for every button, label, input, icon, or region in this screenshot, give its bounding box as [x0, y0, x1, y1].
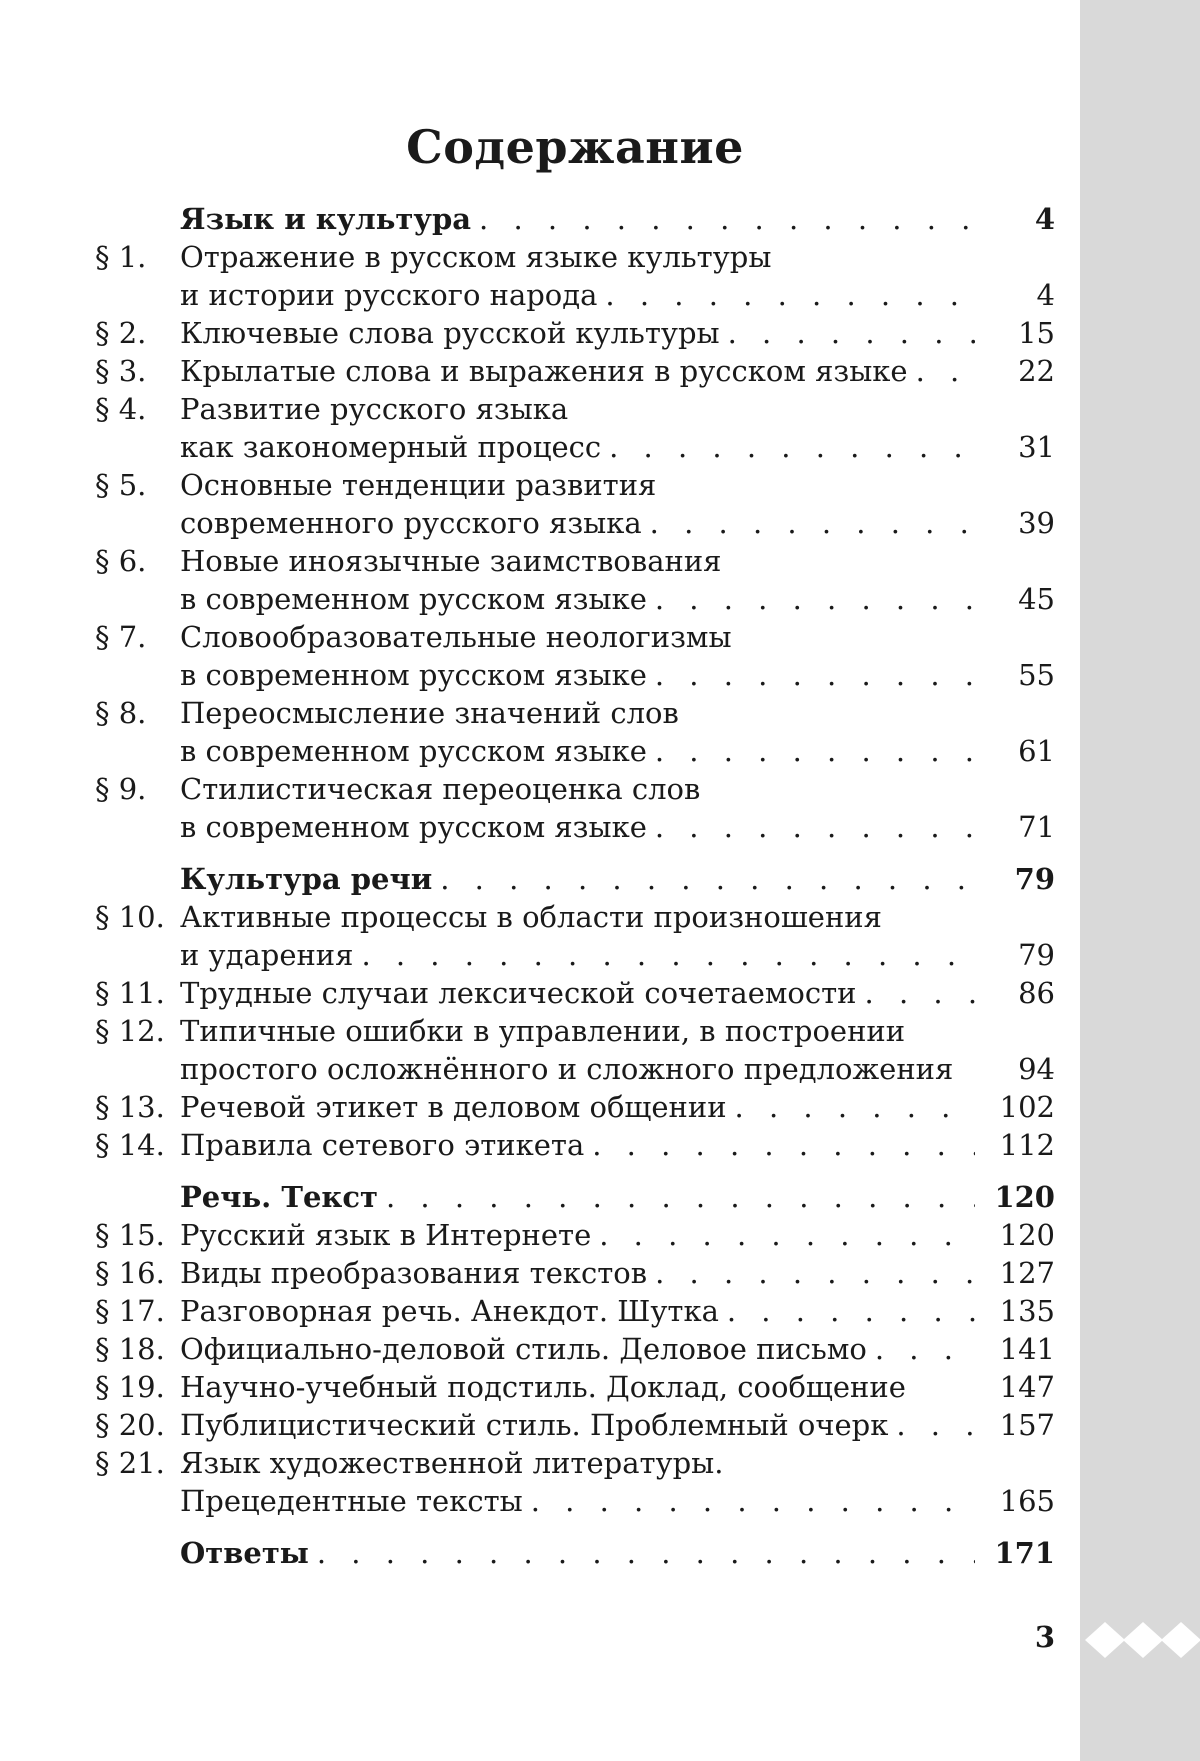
toc-item-line: [95, 276, 1055, 314]
toc-item-title: Официально-деловой стиль. Деловое письмо: [180, 1332, 867, 1366]
toc-item-number: § 20.: [95, 1408, 165, 1442]
toc-item-body: [180, 898, 985, 936]
toc-leader-dots: [605, 276, 975, 314]
toc-page-number: 55: [1018, 658, 1055, 692]
toc-leader-dots: [865, 974, 975, 1012]
toc-item-body: [180, 1126, 985, 1164]
toc-page-number: 127: [999, 1256, 1055, 1290]
toc-section-title: Культура речи: [180, 862, 433, 896]
toc-leader-dots: [727, 1292, 975, 1330]
toc-leader-dots: [875, 1330, 975, 1368]
toc-item-number: § 11.: [95, 976, 165, 1010]
toc-item-title: Крылатые слова и выражения в русском языке: [180, 354, 908, 388]
toc-page-number: 45: [1018, 582, 1055, 616]
toc-item-body: [180, 1368, 985, 1406]
toc-item-title: в современном русском языке: [180, 658, 647, 692]
toc-item-line: [95, 694, 1055, 732]
toc-item-body: [180, 936, 985, 974]
toc-item-body: [180, 1482, 985, 1520]
toc-page-number: 15: [1018, 316, 1055, 350]
toc-item-line: [95, 580, 1055, 618]
toc-item-line: [95, 808, 1055, 846]
toc-leader-dots: [531, 1482, 975, 1520]
toc-leader-dots: [386, 1178, 975, 1216]
toc-item-title: Правила сетевого этикета: [180, 1128, 585, 1162]
toc-page-number: 31: [1018, 430, 1055, 464]
toc-item-body: [180, 974, 985, 1012]
toc-item-title: Развитие русского языка: [180, 392, 569, 426]
toc-item-body: [180, 1012, 985, 1050]
toc-item-line: [95, 1368, 1055, 1406]
toc-leader-dots: [361, 936, 975, 974]
toc-leader-dots: [317, 1534, 975, 1572]
toc-item-line: [95, 390, 1055, 428]
toc-item-title: Разговорная речь. Анекдот. Шутка: [180, 1294, 719, 1328]
toc-page-number: 39: [1018, 506, 1055, 540]
toc-page-number: 135: [999, 1294, 1055, 1328]
toc-item-title: Речевой этикет в деловом общении: [180, 1090, 727, 1124]
toc-item-line: [95, 1444, 1055, 1482]
toc-item-number: § 17.: [95, 1294, 165, 1328]
toc-item-title: Новые иноязычные заимствования: [180, 544, 722, 578]
toc-item-title: Стилистическая переоценка слов: [180, 772, 701, 806]
toc-item-number: § 1.: [95, 240, 147, 274]
toc-page-number: 102: [999, 1090, 1055, 1124]
toc-item-line: [95, 974, 1055, 1012]
toc-page-number: 79: [1018, 938, 1055, 972]
toc-item-line: [95, 466, 1055, 504]
table-of-contents: [95, 200, 1055, 1572]
toc-item-title: и ударения: [180, 938, 354, 972]
toc-item-line: [95, 1126, 1055, 1164]
toc-leader-dots: [655, 580, 975, 618]
toc-section-body: [180, 200, 985, 238]
toc-item-body: [180, 428, 985, 466]
toc-item-body: [180, 390, 985, 428]
toc-page-number: 165: [999, 1484, 1055, 1518]
toc-item-title: Словообразовательные неологизмы: [180, 620, 732, 654]
chevron-pattern-icon: [1080, 1590, 1200, 1690]
toc-page-number: 120: [994, 1180, 1055, 1214]
toc-item-title: Русский язык в Интернете: [180, 1218, 592, 1252]
toc-item-line: [95, 1216, 1055, 1254]
toc-page-number: 4: [1036, 278, 1055, 312]
toc-leader-dots: [440, 860, 975, 898]
toc-item-body: [180, 656, 985, 694]
toc-leader-dots: [655, 1254, 975, 1292]
toc-item-body: [180, 770, 985, 808]
toc-section-heading: [95, 200, 1055, 238]
toc-item-line: [95, 1050, 1055, 1088]
toc-item-body: [180, 1088, 985, 1126]
side-margin-strip: [1080, 0, 1200, 1761]
toc-item-title: Ключевые слова русской культуры: [180, 316, 720, 350]
toc-item-number: § 14.: [95, 1128, 165, 1162]
toc-page-number: 22: [1018, 354, 1055, 388]
toc-item-title: Активные процессы в области произношения: [180, 900, 882, 934]
page-title: Содержание: [406, 120, 744, 174]
toc-item-body: [180, 1444, 985, 1482]
toc-page-number: 86: [1018, 976, 1055, 1010]
toc-item-body: [180, 1254, 985, 1292]
toc-item-number: § 18.: [95, 1332, 165, 1366]
toc-item-number: § 4.: [95, 392, 147, 426]
toc-item-number: § 16.: [95, 1256, 165, 1290]
toc-section-title: Ответы: [180, 1536, 309, 1570]
toc-leader-dots: [735, 1088, 975, 1126]
toc-section-body: [180, 1534, 985, 1572]
toc-leader-dots: [479, 200, 975, 238]
toc-item-line: [95, 618, 1055, 656]
toc-leader-dots: [599, 1216, 975, 1254]
toc-page-number: 71: [1018, 810, 1055, 844]
toc-item-line: [95, 1292, 1055, 1330]
toc-item-body: [180, 276, 985, 314]
toc-leader-dots: [650, 504, 975, 542]
toc-leader-dots: [655, 656, 975, 694]
toc-item-line: [95, 504, 1055, 542]
toc-leader-dots: [655, 732, 975, 770]
toc-item-number: § 12.: [95, 1014, 165, 1048]
toc-item-line: [95, 238, 1055, 276]
toc-item-title: Отражение в русском языке культуры: [180, 240, 772, 274]
toc-page-number: 171: [994, 1536, 1055, 1570]
toc-leader-dots: [916, 352, 975, 390]
toc-item-body: [180, 808, 985, 846]
toc-item-line: [95, 656, 1055, 694]
toc-item-title: Публицистический стиль. Проблемный очерк: [180, 1408, 889, 1442]
toc-leader-dots: [896, 1406, 975, 1444]
toc-page-number: 79: [1014, 862, 1055, 896]
toc-section-body: [180, 860, 985, 898]
toc-item-title: Типичные ошибки в управлении, в построении: [180, 1014, 906, 1048]
toc-item-title: как закономерный процесс: [180, 430, 602, 464]
toc-section-heading: [95, 1178, 1055, 1216]
toc-page-number: 157: [999, 1408, 1055, 1442]
toc-item-number: § 8.: [95, 696, 147, 730]
toc-page-number: 112: [999, 1128, 1055, 1162]
toc-section-heading: [95, 1534, 1055, 1572]
toc-item-number: § 2.: [95, 316, 147, 350]
toc-item-line: [95, 428, 1055, 466]
toc-page-number: 4: [1034, 202, 1055, 236]
toc-item-body: [180, 1050, 985, 1088]
toc-item-number: § 5.: [95, 468, 147, 502]
toc-leader-dots: [655, 808, 975, 846]
toc-item-title: современного русского языка: [180, 506, 642, 540]
toc-item-title: простого осложнённого и сложного предложения: [180, 1052, 954, 1086]
toc-item-line: [95, 314, 1055, 352]
toc-page-number: 147: [999, 1370, 1055, 1404]
toc-item-title: Переосмысление значений слов: [180, 696, 679, 730]
toc-leader-dots: [609, 428, 975, 466]
toc-item-line: [95, 732, 1055, 770]
toc-item-body: [180, 1292, 985, 1330]
toc-item-body: [180, 1216, 985, 1254]
toc-page-number: 120: [999, 1218, 1055, 1252]
toc-item-line: [95, 1482, 1055, 1520]
toc-item-number: § 19.: [95, 1370, 165, 1404]
toc-item-line: [95, 770, 1055, 808]
toc-item-line: [95, 352, 1055, 390]
toc-page-number: 141: [999, 1332, 1055, 1366]
toc-item-body: [180, 352, 985, 390]
toc-item-body: [180, 694, 985, 732]
toc-leader-dots: [728, 314, 975, 352]
toc-section-heading: [95, 860, 1055, 898]
toc-item-title: и истории русского народа: [180, 278, 598, 312]
toc-item-body: [180, 238, 985, 276]
toc-item-number: § 21.: [95, 1446, 165, 1480]
toc-item-number: § 3.: [95, 354, 147, 388]
toc-item-line: [95, 1012, 1055, 1050]
toc-item-body: [180, 314, 985, 352]
toc-item-line: [95, 936, 1055, 974]
toc-item-title: Основные тенденции развития: [180, 468, 657, 502]
toc-item-title: в современном русском языке: [180, 734, 647, 768]
toc-item-body: [180, 542, 985, 580]
toc-item-number: § 13.: [95, 1090, 165, 1124]
toc-item-number: § 7.: [95, 620, 147, 654]
toc-item-line: [95, 1406, 1055, 1444]
toc-item-title: в современном русском языке: [180, 582, 647, 616]
toc-item-title: Трудные случаи лексической сочетаемости: [180, 976, 857, 1010]
toc-item-title: Язык художественной литературы.: [180, 1446, 724, 1480]
toc-page-number: 61: [1018, 734, 1055, 768]
toc-section-title: Речь. Текст: [180, 1180, 378, 1214]
toc-item-title: Прецедентные тексты: [180, 1484, 523, 1518]
toc-item-number: § 10.: [95, 900, 165, 934]
toc-item-body: [180, 504, 985, 542]
toc-item-line: [95, 1254, 1055, 1292]
toc-item-body: [180, 580, 985, 618]
toc-item-line: [95, 542, 1055, 580]
toc-item-line: [95, 1088, 1055, 1126]
toc-item-line: [95, 898, 1055, 936]
toc-item-line: [95, 1330, 1055, 1368]
toc-item-title: Виды преобразования текстов: [180, 1256, 648, 1290]
toc-item-title: Научно-учебный подстиль. Доклад, сообщение: [180, 1370, 906, 1404]
toc-item-body: [180, 1406, 985, 1444]
page-number: 3: [1034, 1620, 1055, 1654]
toc-item-body: [180, 618, 985, 656]
toc-section-body: [180, 1178, 985, 1216]
toc-item-number: § 6.: [95, 544, 147, 578]
toc-item-number: § 9.: [95, 772, 147, 806]
toc-item-body: [180, 466, 985, 504]
toc-item-number: § 15.: [95, 1218, 165, 1252]
toc-item-body: [180, 1330, 985, 1368]
toc-section-title: Язык и культура: [180, 202, 472, 236]
toc-leader-dots: [592, 1126, 975, 1164]
toc-item-body: [180, 732, 985, 770]
toc-page-number: 94: [1018, 1052, 1055, 1086]
toc-item-title: в современном русском языке: [180, 810, 647, 844]
